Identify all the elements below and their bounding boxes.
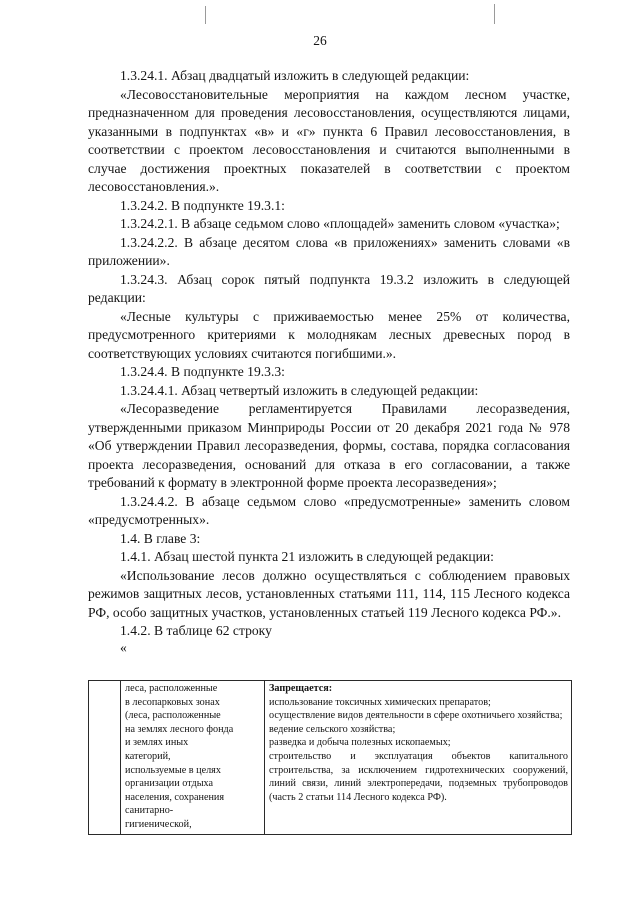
category-line: используемые в целях	[125, 764, 221, 776]
paragraph: 1.4.2. В таблице 62 строку	[120, 623, 272, 638]
restriction-item: ведение сельского хозяйства;	[269, 723, 396, 735]
table-row	[89, 681, 572, 835]
paragraph: «Лесные культуры с приживаемостью менее 25% от количества, предусмотренного критериями к молоднякам лесных древесных пород в соответствующих условиях считаются погибшими.».	[88, 308, 570, 361]
open-quote: «	[120, 639, 127, 655]
scan-mark-right	[494, 4, 495, 24]
table-excerpt	[88, 680, 572, 835]
scan-mark-left	[205, 6, 206, 24]
table-cell-category	[121, 681, 265, 835]
paragraph: «Лесоразведение регламентируется Правилами лесоразведения, утвержденными приказом Минприроды России от 20 декабря 2021 года № 978 «Об утверждении Правил лесоразведения, формы, состава, порядка согласования проекта лесоразведения, оснований для отказа в его согласовании, а также требований к формату в электронной форме проекта лесоразведения»;	[88, 401, 570, 490]
restriction-item: разведка и добыча полезных ископаемых;	[269, 737, 451, 749]
category-line: и землях иных	[125, 737, 189, 749]
restriction-item: использование токсичных химических препаратов;	[269, 696, 491, 708]
category-line: категорий,	[125, 750, 171, 762]
paragraph: 1.3.24.4. В подпункте 19.3.3:	[120, 364, 285, 379]
category-line: организации отдыха	[125, 778, 214, 790]
paragraph: 1.4.1. Абзац шестой пункта 21 изложить в следующей редакции:	[120, 549, 494, 564]
category-line: в лесопарковых зонах	[125, 696, 220, 708]
restriction-item: строительство и эксплуатация объектов капитального строительства, за исключением гидротехнических сооружений, линий связи, линий электропередачи, подземных трубопроводов (часть 2 статьи 114 Лесного кодекса РФ).	[269, 750, 568, 803]
paragraph: 1.3.24.2.2. В абзаце десятом слова «в приложениях» заменить словами «в приложении».	[88, 234, 570, 268]
category-line: санитарно-	[125, 805, 174, 817]
paragraph: 1.3.24.4.2. В абзаце седьмом слово «предусмотренные» заменить словом «предусмотренных».	[88, 493, 570, 527]
paragraph: 1.3.24.1. Абзац двадцатый изложить в следующей редакции:	[120, 68, 470, 83]
category-line: (леса, расположенные	[125, 710, 221, 722]
category-line: на землях лесного фонда	[125, 723, 234, 735]
paragraph: «Лесовосстановительные мероприятия на каждом лесном участке, предназначенном для проведения лесовосстановления, осуществляются лицами, указанными в подпунктах «в» и «г» пункта 6 Правил лесовосстановления, в соответствии с проектом лесовосстановления и считаются выполненными в случае достижения проектных показателей в соответствии с проектом лесовосстановления.».	[88, 86, 570, 194]
paragraph: 1.3.24.2.1. В абзаце седьмом слово «площадей» заменить словом «участка»;	[120, 216, 560, 231]
document-body	[88, 67, 570, 655]
category-line: населения, сохранения	[125, 791, 225, 803]
restrictions-heading: Запрещается:	[269, 683, 333, 694]
paragraph: 1.3.24.2. В подпункте 19.3.1:	[120, 197, 285, 213]
paragraph: «Использование лесов должно осуществляться с соблюдением правовых режимов защитных лесов, установленных статьями 111, 114, 115 Лесного кодекса РФ, особо защитных участков, установленных статьей 119 Лесного кодекса РФ.».	[88, 567, 570, 620]
table-cell-restrictions	[265, 681, 572, 835]
category-line: леса, расположенные	[125, 683, 218, 694]
paragraph: 1.3.24.4.1. Абзац четвертый изложить в следующей редакции:	[120, 382, 479, 398]
restriction-item: осуществление видов деятельности в сфере охотничьего хозяйства;	[269, 710, 563, 722]
page-number: 26	[313, 33, 327, 48]
paragraph: 1.3.24.3. Абзац сорок пятый подпункта 19.3.2 изложить в следующей редакции:	[88, 271, 570, 305]
paragraph: 1.4. В главе 3:	[120, 530, 201, 546]
category-line: гигиенической,	[125, 818, 192, 830]
table-cell-number	[89, 681, 121, 835]
